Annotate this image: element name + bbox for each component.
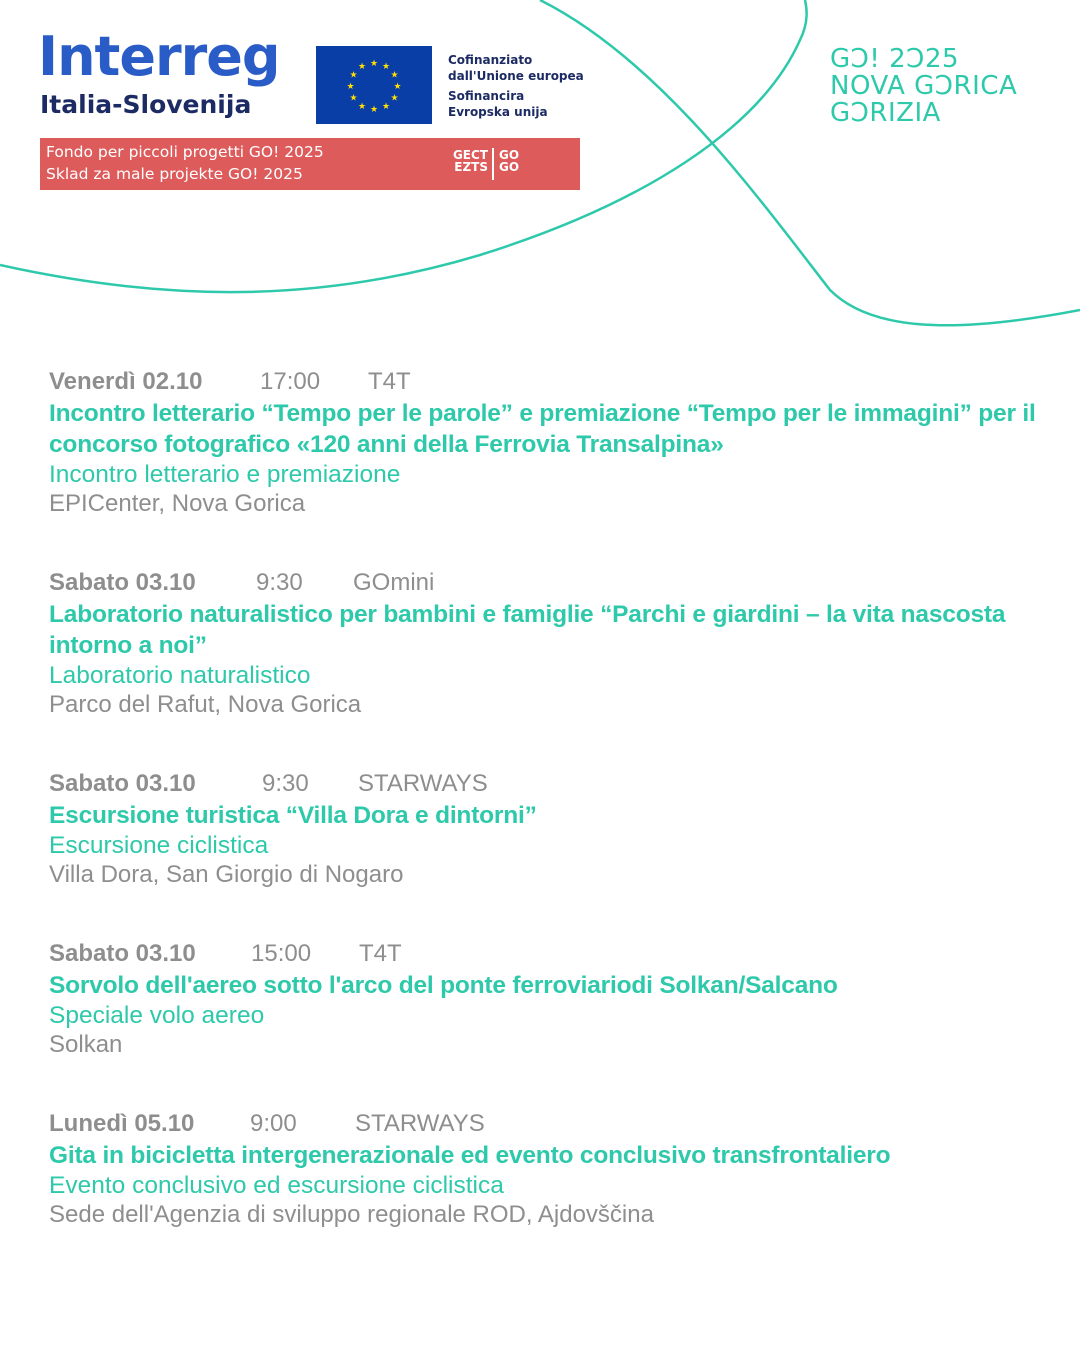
event-title: Escursione turistica “Villa Dora e dintorni” [49,802,537,829]
event-item [49,366,1049,518]
event-title: Laboratorio naturalistico per bambini e famiglie “Parchi e giardini – la vita nascosta intorno a noi” [49,601,1006,659]
fund-line-slovenian: Sklad za male projekte GO! 2025 [46,165,303,183]
event-date: Sabato 03.10 [49,569,196,596]
svg-text:★: ★ [369,59,379,69]
event-category: Laboratorio naturalistico [49,662,311,689]
eu-line-2: dall'Unione europea [448,69,584,83]
event-item [49,768,1049,889]
event-title: Sorvolo dell'aereo sotto l'arco del ponte ferroviariodi Solkan/Salcano [49,972,838,999]
event-category: Incontro letterario e premiazione [49,461,401,488]
eu-line-4: Evropska unija [448,105,548,119]
event-date: Sabato 03.10 [49,940,196,967]
gect-go-logo [446,148,536,180]
event-meta [49,938,1049,972]
interreg-region: Italia-Slovenija [40,90,252,119]
event-date: Venerdì 02.10 [49,368,203,395]
gect-label: GECT [452,148,488,162]
event-category: Speciale volo aereo [49,1002,265,1029]
event-location: EPICenter, Nova Gorica [49,490,306,517]
go2025-line-3: GϽRIZIA [830,98,941,128]
go-label-top: GO [499,148,520,162]
event-meta [49,366,1049,400]
event-location: Sede dell'Agenzia di sviluppo regionale ROD, Ajdovščina [49,1201,654,1228]
go-label-bottom: GO [499,160,520,174]
gect-divider [492,148,494,180]
svg-text:★: ★ [381,102,391,112]
svg-text:★: ★ [381,62,391,72]
go2025-logo [830,46,1017,127]
event-meta [49,1108,1049,1142]
event-meta [49,567,1049,601]
svg-text:★: ★ [346,82,355,92]
eu-cofinancing-text [448,52,584,120]
small-projects-fund-banner [40,138,580,190]
svg-text:★: ★ [357,102,367,112]
event-meta [49,768,1049,802]
fund-line-italian: Fondo per piccoli progetti GO! 2025 [46,143,324,161]
event-date: Lunedì 05.10 [49,1110,195,1137]
event-organizer: STARWAYS [355,1110,485,1137]
event-time: 15:00 [251,940,312,967]
event-title: Gita in bicicletta intergenerazionale ed evento conclusivo transfrontaliero [49,1142,891,1169]
go2025-line-1: GϽ! 2Ͻ25 [830,44,960,74]
svg-text:★: ★ [349,93,358,104]
event-date: Sabato 03.10 [49,770,196,797]
event-organizer: T4T [359,940,402,967]
event-organizer: T4T [368,368,411,395]
event-location: Parco del Rafut, Nova Gorica [49,691,362,718]
ezts-label: EZTS [454,160,488,174]
event-item [49,567,1049,719]
event-category: Evento conclusivo ed escursione ciclistica [49,1172,504,1199]
event-organizer: STARWAYS [358,770,488,797]
event-time: 9:30 [256,569,303,596]
svg-text:★: ★ [357,62,367,72]
event-item [49,1108,1049,1229]
event-item [49,938,1049,1059]
event-title: Incontro letterario “Tempo per le parole” e premiazione “Tempo per le immagini” per il concorso fotografico «120 anni della Ferrovia Transalpina» [49,400,1036,458]
event-location: Solkan [49,1031,123,1058]
interreg-logo-text: Interreg [38,25,280,88]
event-category: Escursione ciclistica [49,832,269,859]
svg-text:★: ★ [349,70,358,81]
eu-flag-icon [316,46,432,124]
svg-text:★: ★ [390,70,399,81]
event-location: Villa Dora, San Giorgio di Nogaro [49,861,404,888]
svg-text:★: ★ [369,105,379,115]
svg-text:★: ★ [393,82,402,92]
event-time: 9:30 [262,770,309,797]
svg-text:★: ★ [390,93,399,104]
eu-line-1: Cofinanziato [448,53,533,67]
event-time: 17:00 [260,368,321,395]
event-organizer: GOmini [353,569,435,596]
eu-line-3: Sofinancira [448,89,525,103]
event-time: 9:00 [250,1110,297,1137]
go2025-line-2: NOVA GϽRICA [830,71,1018,101]
